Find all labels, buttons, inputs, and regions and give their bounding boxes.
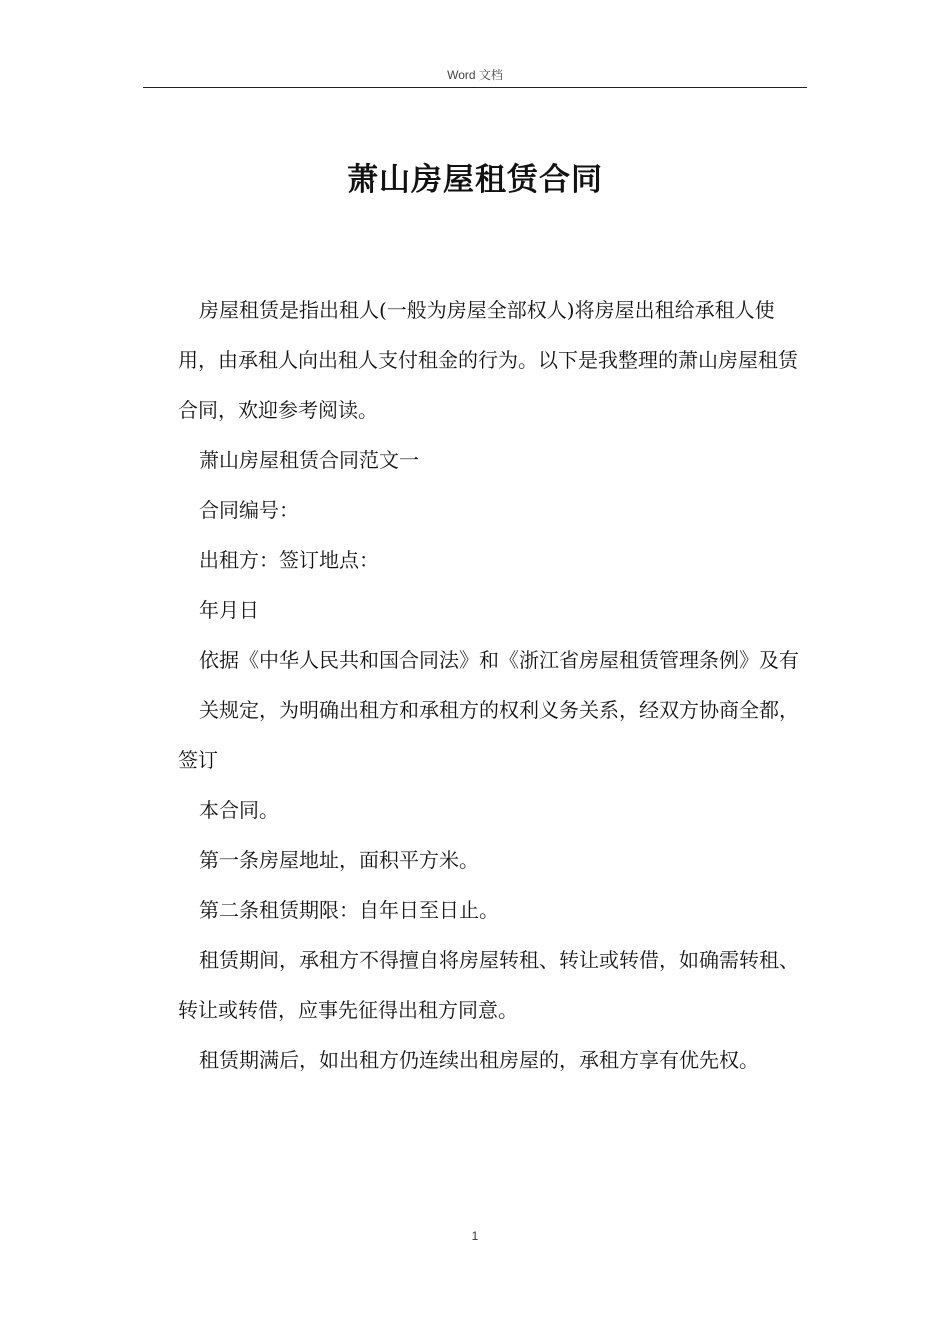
- paragraph-contract-number: 合同编号：: [199, 498, 299, 522]
- paragraph-date: 年月日: [199, 598, 259, 622]
- paragraph-contract-sign: 本合同。: [199, 798, 279, 822]
- paragraph-sample-heading: 萧山房屋租赁合同范文一: [199, 448, 419, 472]
- document-title: 萧山房屋租赁合同: [347, 162, 603, 198]
- paragraph-lessor-place: 出租方：签订地点：: [199, 548, 379, 572]
- document-body: [178, 285, 810, 1085]
- paragraph-purpose: 关规定，为明确出租方和承租方的权利义务关系，经双方协商全都，签订: [178, 698, 799, 772]
- paragraph-priority: 租赁期满后，如出租方仍连续出租房屋的，承租方享有优先权。: [199, 1048, 759, 1072]
- page-number: 1: [471, 1229, 479, 1243]
- paragraph-article-2: 第二条租赁期限：自年日至日止。: [199, 898, 499, 922]
- header-divider: [143, 87, 807, 88]
- paragraph-article-1: 第一条房屋地址，面积平方米。: [199, 848, 479, 872]
- paragraph-sublease: 租赁期间，承租方不得擅自将房屋转租、转让或转借，如确需转租、转让或转借，应事先征得出租方同意。: [178, 948, 799, 1022]
- page-header: Word 文档: [447, 68, 503, 82]
- paragraph-intro: 房屋租赁是指出租人(一般为房屋全部权人)将房屋出租给承租人使用，由承租人向出租人支付租金的行为。以下是我整理的萧山房屋租赁合同，欢迎参考阅读。: [178, 298, 798, 422]
- paragraph-legal-basis: 依据《中华人民共和国合同法》和《浙江省房屋租赁管理条例》及有: [199, 648, 799, 672]
